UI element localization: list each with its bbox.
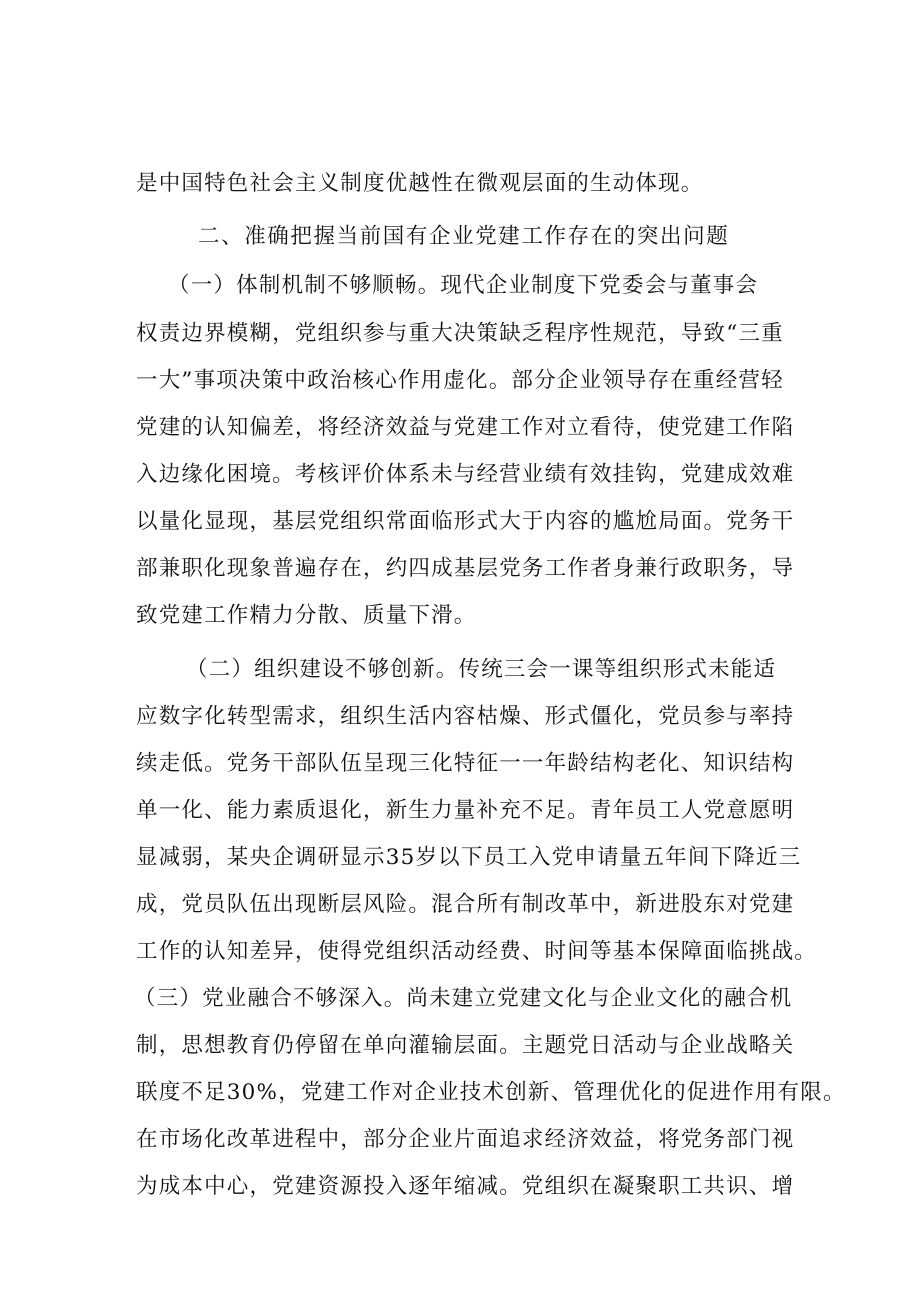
text-line: 制，思想教育仍停留在单向灌输层面。主题党日活动与企业战略关 [136,1033,795,1058]
text-line: 以量化显现，基层党组织常面临形式大于内容的尴尬局面。党务干 [136,509,795,534]
text-line: 权责边界模糊，党组织参与重大决策缺乏程序性规范，导致“三重 [136,321,784,346]
text-line: （一）体制机制不够顺畅。现代企业制度下党委会与董事会 [168,273,759,298]
text-line: 应数字化转型需求，组织生活内容枯燥、形式僵化，党员参与率持 [136,704,795,729]
text-line: 联度不足30%，党建工作对企业技术创新、管理优化的促进作用有限。 [136,1080,846,1105]
text-line: 成，党员队伍出现断层风险。混合所有制改革中，新进股东对党建 [136,892,795,917]
text-line: 工作的认知差异，使得党组织活动经费、时间等基本保障面临挑战。 [136,939,818,964]
text-line: 为成本中心，党建资源投入逐年缩减。党组织在凝聚职工共识、增 [136,1174,795,1199]
text-line: （二）组织建设不够创新。传统三会一课等组织形式未能适 [186,657,777,682]
text-line: 是中国特色社会主义制度优越性在微观层面的生动体现。 [136,171,704,196]
text-line: 部兼职化现象普遍存在，约四成基层党务工作者身兼行政职务，导 [136,556,795,581]
text-line: 单一化、能力素质退化，新生力量补充不足。青年员工人党意愿明 [136,798,795,823]
text-line: （三）党业融合不够深入。尚未建立党建文化与企业文化的融合机 [134,986,793,1011]
text-line: 显减弱，某央企调研显示35岁以下员工入党申请量五年间下降近三 [136,845,802,870]
text-line: 党建的认知偏差，将经济效益与党建工作对立看待，使党建工作陷 [136,415,795,440]
text-line: 致党建工作精力分散、质量下滑。 [136,603,477,628]
text-line: 在市场化改革进程中，部分企业片面追求经济效益，将党务部门视 [136,1127,795,1152]
section-heading: 二、准确把握当前国有企业党建工作存在的突出问题 [198,224,730,249]
text-line: 一大”事项决策中政治核心作用虚化。部分企业领导存在重经营轻 [136,368,784,393]
text-line: 入边缘化困境。考核评价体系未与经营业绩有效挂钩，党建成效难 [136,462,795,487]
text-line: 续走低。党务干部队伍呈现三化特征一一年龄结构老化、知识结构 [136,751,795,776]
